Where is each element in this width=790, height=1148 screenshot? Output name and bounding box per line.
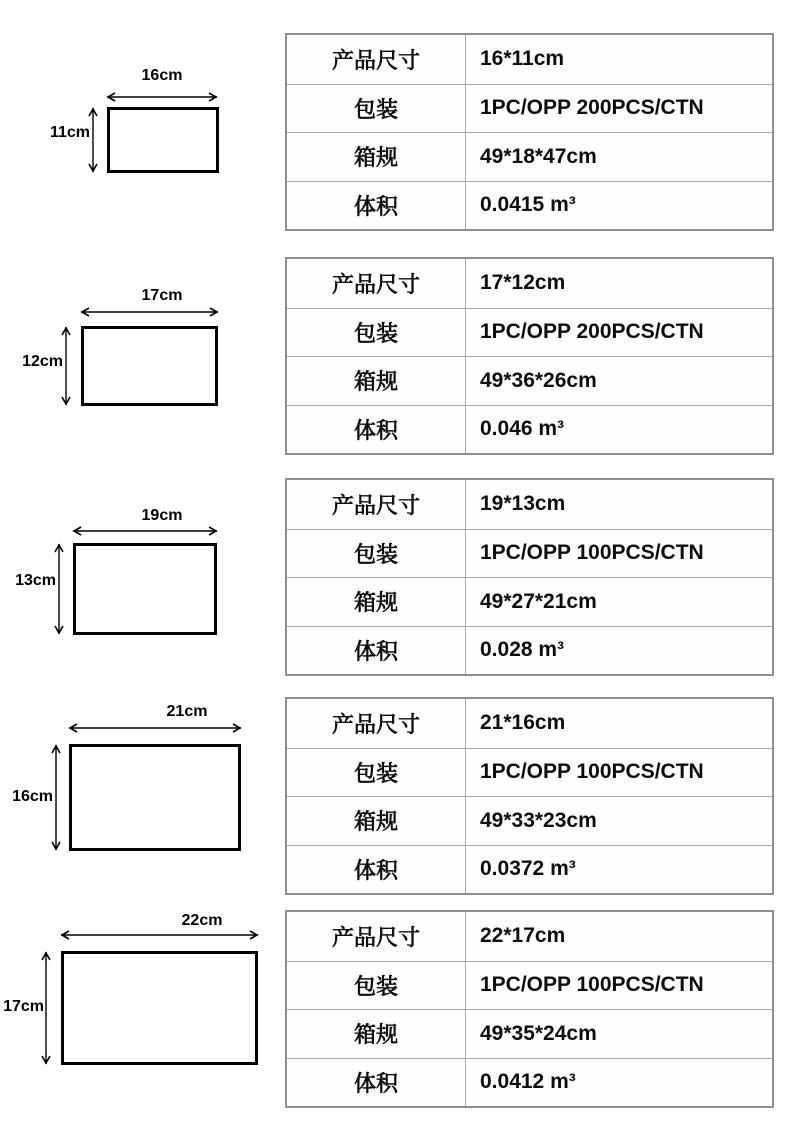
spec-value-cell: 0.028 m³ (465, 627, 772, 675)
spec-value-cell: 0.0372 m³ (465, 846, 772, 894)
height-dimension-label: 11cm (49, 124, 90, 141)
spec-label-cell: 产品尺寸 (331, 492, 420, 518)
spec-label-cell: 产品尺寸 (331, 47, 420, 73)
spec-label-cell: 体积 (353, 857, 398, 883)
spec-label-cell: 箱规 (353, 809, 398, 835)
spec-label-cell: 箱规 (353, 1022, 398, 1048)
spec-value-cell: 0.0412 m³ (465, 1059, 772, 1107)
spec-label-cell: 产品尺寸 (331, 271, 420, 297)
spec-label-cell: 产品尺寸 (331, 924, 420, 950)
spec-row (287, 308, 772, 357)
spec-row (287, 748, 772, 797)
spec-row (287, 84, 772, 133)
spec-row (287, 181, 772, 230)
spec-label-cell: 体积 (353, 1070, 398, 1096)
width-dimension-label: 19cm (141, 507, 183, 524)
width-arrow-icon (67, 722, 243, 734)
height-dimension-label: 16cm (12, 788, 53, 805)
spec-label-cell: 体积 (353, 638, 398, 664)
spec-value-cell: 49*18*47cm (465, 133, 772, 181)
spec-row (287, 961, 772, 1010)
spec-label-cell: 包装 (353, 973, 398, 999)
product-outline-rect (69, 744, 241, 851)
width-arrow-icon (79, 306, 220, 318)
spec-value-cell: 17*12cm (465, 259, 772, 308)
spec-row (287, 577, 772, 626)
height-arrow-icon (40, 950, 52, 1066)
spec-label-cell: 产品尺寸 (331, 711, 420, 737)
spec-value-cell: 0.0415 m³ (465, 182, 772, 230)
height-dimension-label: 13cm (15, 572, 56, 589)
spec-label-cell: 包装 (353, 96, 398, 122)
height-arrow-icon (87, 106, 99, 174)
spec-row (287, 626, 772, 675)
spec-value-cell: 49*27*21cm (465, 578, 772, 626)
height-arrow-icon (60, 325, 72, 407)
product-outline-rect (81, 326, 218, 406)
spec-row (287, 132, 772, 181)
spec-label-cell: 体积 (353, 417, 398, 443)
spec-label-cell: 包装 (353, 760, 398, 786)
width-arrow-icon (105, 91, 219, 103)
spec-row (287, 405, 772, 454)
spec-row (287, 1058, 772, 1107)
width-dimension-label: 17cm (141, 287, 183, 304)
spec-label-cell: 箱规 (353, 590, 398, 616)
width-dimension-label: 21cm (166, 703, 208, 720)
spec-row (287, 480, 772, 529)
width-arrow-icon (59, 929, 260, 941)
spec-label-cell: 包装 (353, 541, 398, 567)
spec-row (287, 259, 772, 308)
spec-table (285, 697, 774, 895)
product-outline-rect (107, 107, 219, 173)
spec-row (287, 529, 772, 578)
spec-value-cell: 1PC/OPP 200PCS/CTN (465, 85, 772, 133)
spec-table (285, 910, 774, 1108)
height-arrow-icon (50, 743, 62, 852)
spec-value-cell: 1PC/OPP 100PCS/CTN (465, 749, 772, 797)
spec-table (285, 33, 774, 231)
product-outline-rect (73, 543, 217, 635)
spec-value-cell: 1PC/OPP 100PCS/CTN (465, 530, 772, 578)
spec-value-cell: 22*17cm (465, 912, 772, 961)
width-arrow-icon (71, 525, 219, 537)
spec-value-cell: 0.046 m³ (465, 406, 772, 454)
height-dimension-label: 12cm (22, 353, 63, 370)
spec-value-cell: 49*33*23cm (465, 797, 772, 845)
spec-row (287, 912, 772, 961)
width-dimension-label: 16cm (141, 67, 183, 84)
spec-value-cell: 1PC/OPP 100PCS/CTN (465, 962, 772, 1010)
height-arrow-icon (53, 542, 65, 636)
spec-value-cell: 49*35*24cm (465, 1010, 772, 1058)
spec-label-cell: 箱规 (353, 369, 398, 395)
spec-value-cell: 1PC/OPP 200PCS/CTN (465, 309, 772, 357)
spec-table (285, 257, 774, 455)
spec-row (287, 845, 772, 894)
spec-value-cell: 21*16cm (465, 699, 772, 748)
spec-row (287, 356, 772, 405)
spec-row (287, 35, 772, 84)
spec-label-cell: 箱规 (353, 145, 398, 171)
spec-table (285, 478, 774, 676)
spec-row (287, 1009, 772, 1058)
spec-row (287, 699, 772, 748)
spec-value-cell: 49*36*26cm (465, 357, 772, 405)
spec-value-cell: 19*13cm (465, 480, 772, 529)
height-dimension-label: 17cm (3, 998, 44, 1015)
spec-value-cell: 16*11cm (465, 35, 772, 84)
spec-label-cell: 包装 (353, 320, 398, 346)
width-dimension-label: 22cm (181, 912, 223, 929)
product-outline-rect (61, 951, 258, 1065)
spec-row (287, 796, 772, 845)
spec-label-cell: 体积 (353, 193, 398, 219)
